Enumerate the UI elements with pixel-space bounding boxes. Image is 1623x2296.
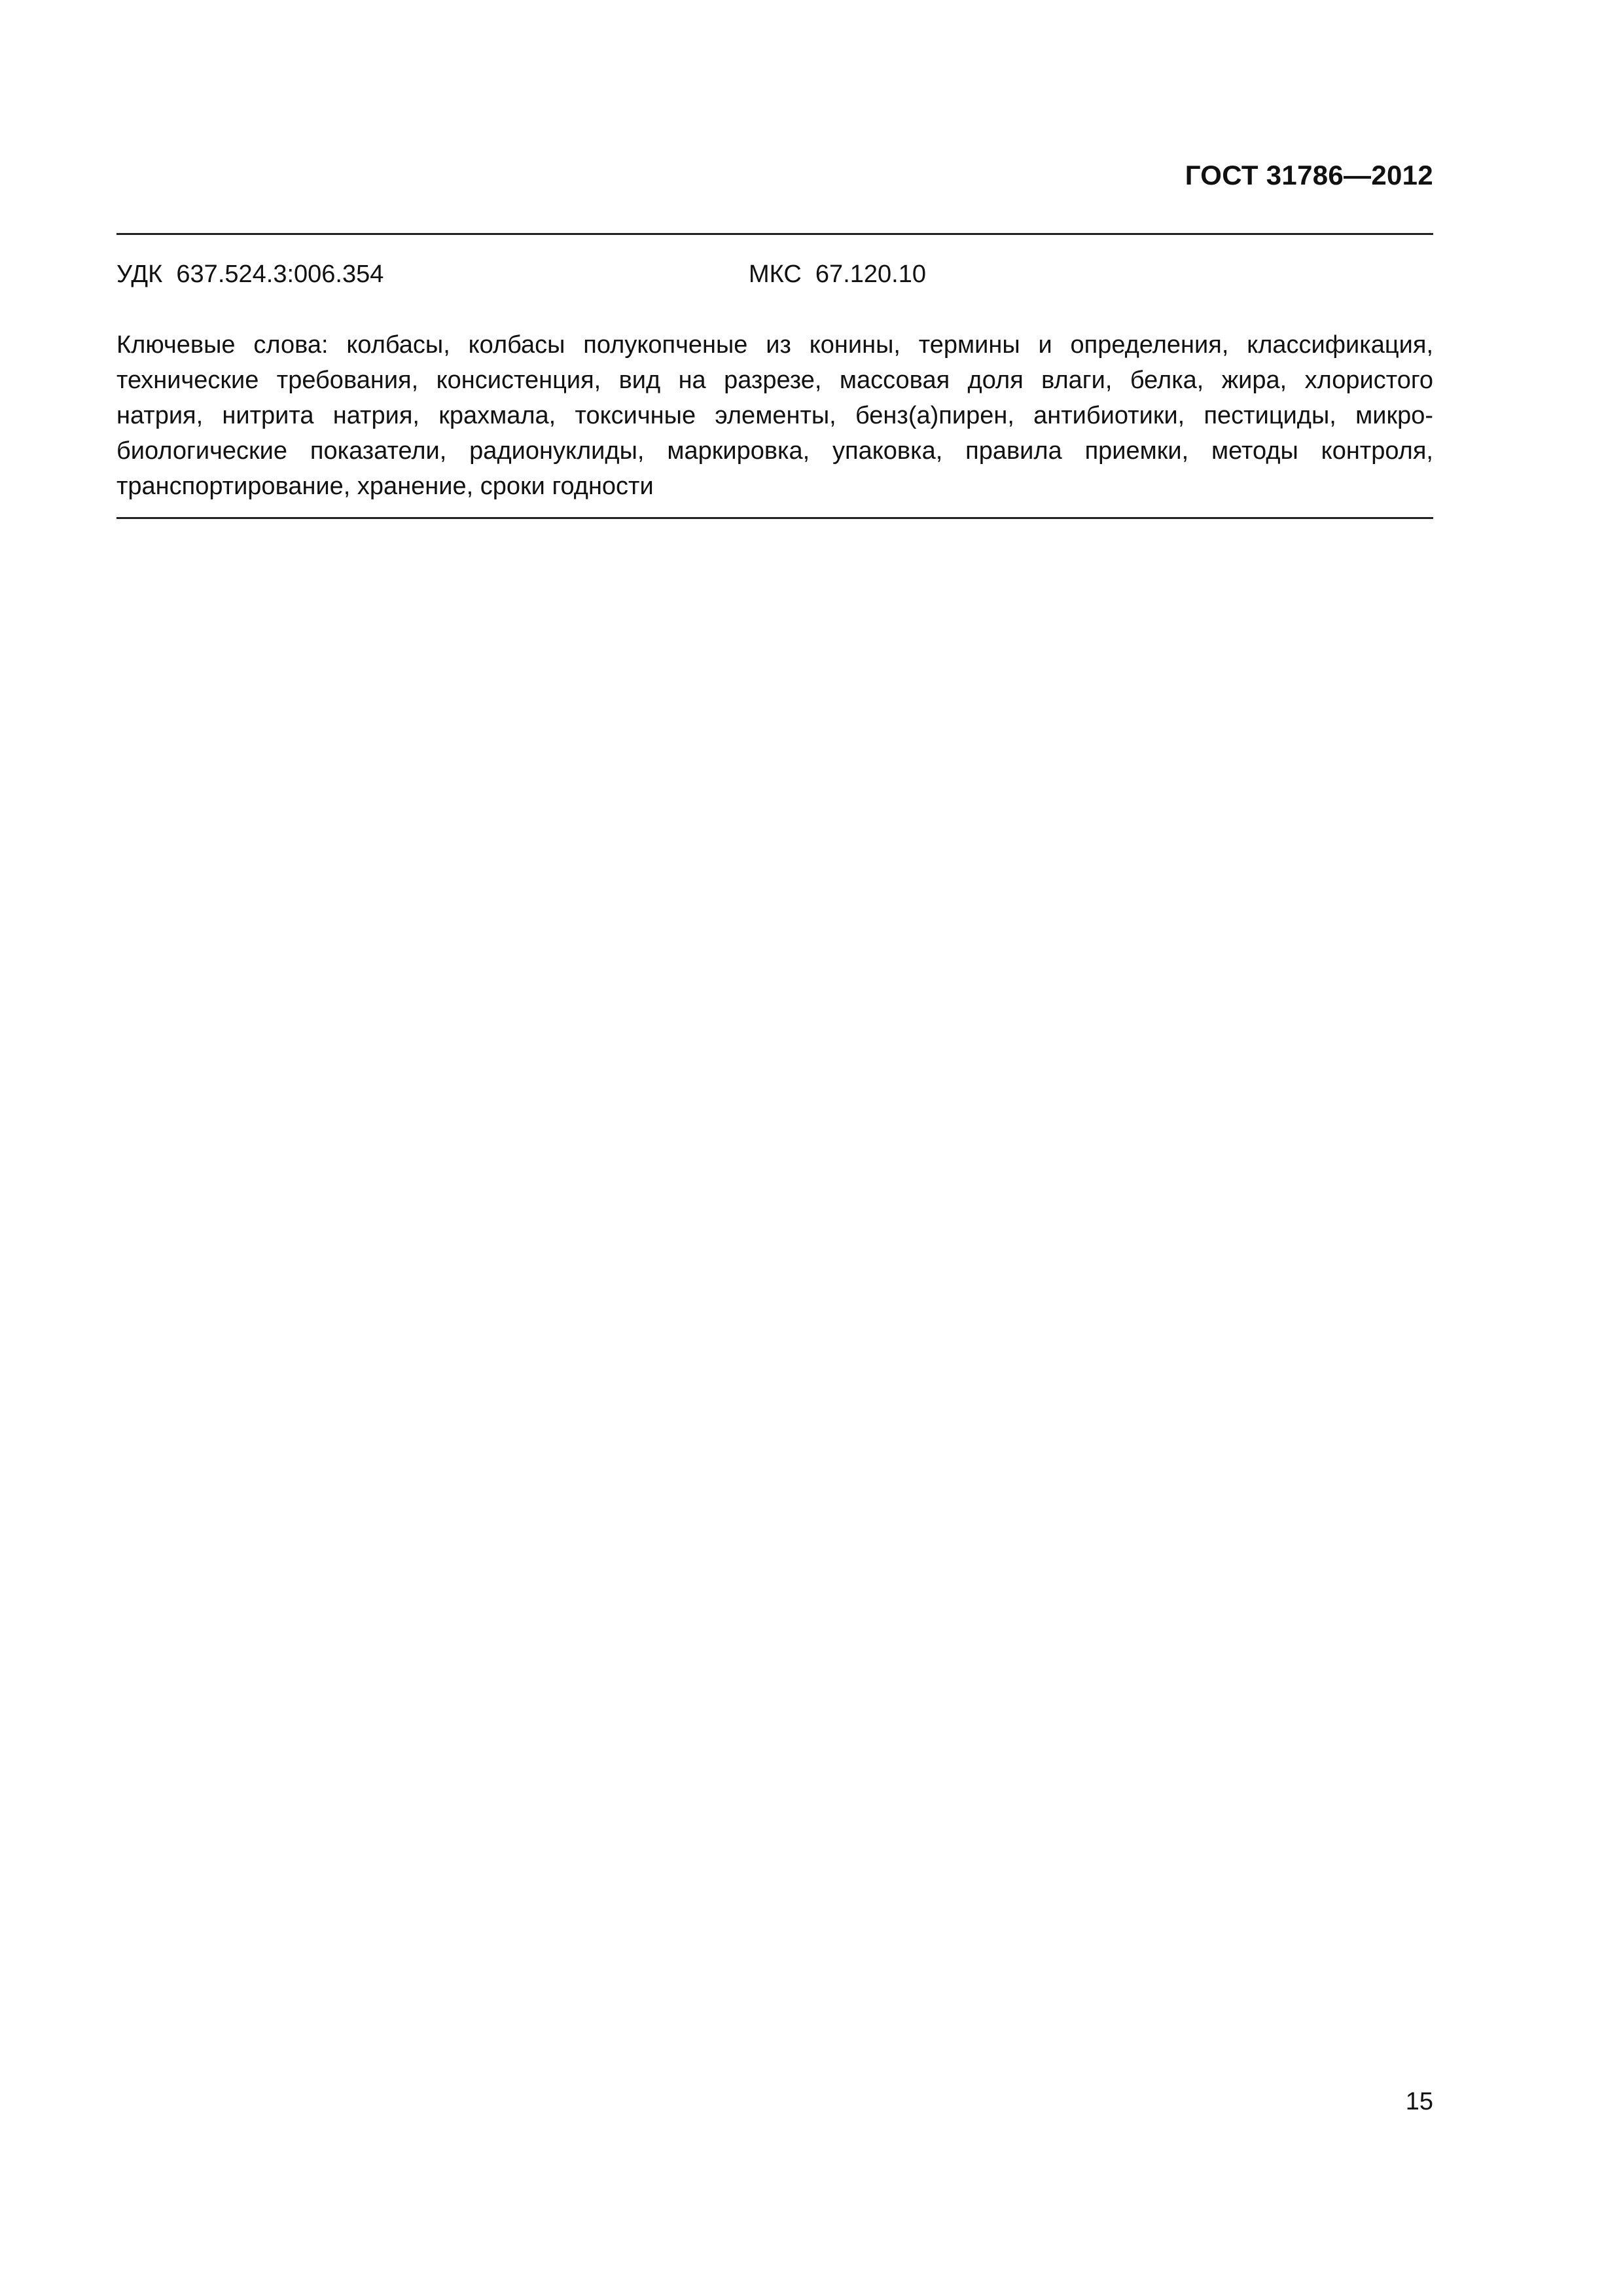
top-divider <box>116 233 1433 235</box>
keywords-line: технические требования, консистенция, вид на разрезе, массовая доля влаги, белка, жира, хлористого <box>116 367 1433 394</box>
page-number: 15 <box>1405 2088 1433 2115</box>
classification-row <box>116 260 1433 297</box>
keywords-paragraph <box>116 327 1433 504</box>
keywords-line: транспортирование, хранение, сроки годности <box>116 473 654 500</box>
bottom-divider <box>116 517 1433 519</box>
keywords-line: Ключевые слова: колбасы, колбасы полукопченые из конины, термины и определения, классификация, <box>116 331 1433 359</box>
standard-code: ГОСТ 31786—2012 <box>1185 160 1433 190</box>
udk-code: УДК 637.524.3:006.354 <box>116 260 384 288</box>
mks-code: МКС 67.120.10 <box>749 260 926 288</box>
keywords-line: натрия, нитрита натрия, крахмала, токсичные элементы, бенз(а)пирен, антибиотики, пестициды, микро- <box>116 402 1433 429</box>
keywords-line: биологические показатели, радионуклиды, маркировка, упаковка, правила приемки, методы контроля, <box>116 437 1433 465</box>
